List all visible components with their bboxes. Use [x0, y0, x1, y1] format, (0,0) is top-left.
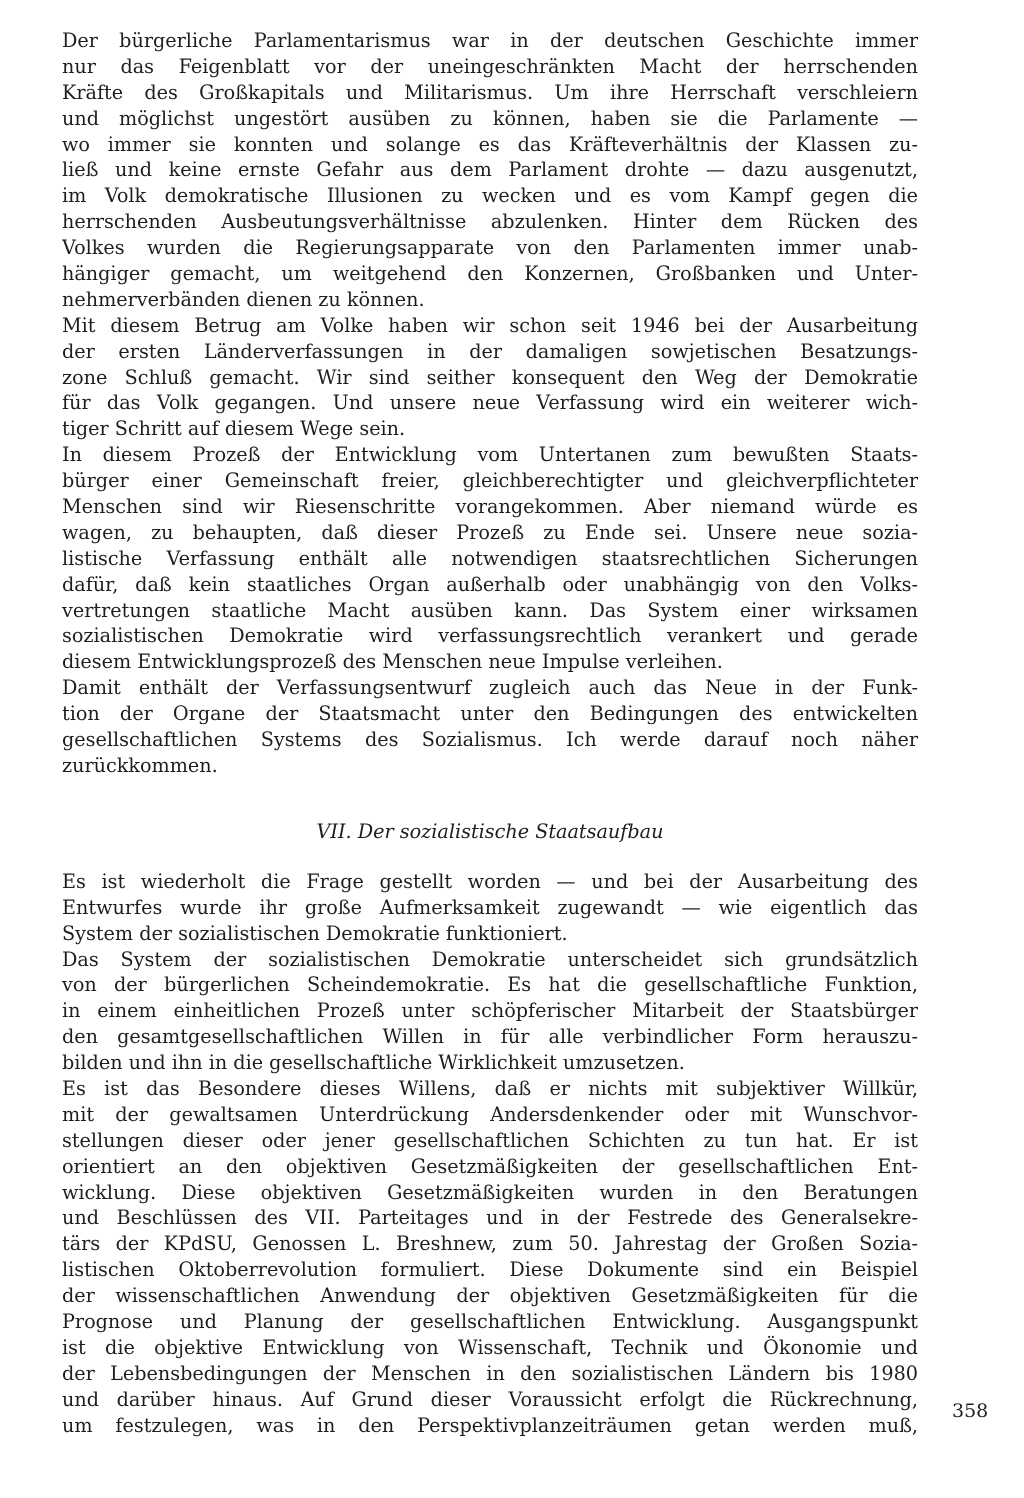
text-line: stellungen dieser oder jener gesellschaftlichen Schichten zu tun hat. Er ist — [62, 1128, 918, 1152]
text-line: wagen, zu behaupten, daß dieser Prozeß zu Ende sei. Unsere neue sozia- — [62, 520, 918, 544]
text-line: von der bürgerlichen Scheindemokratie. Es hat die gesellschaftliche Funktion, — [62, 973, 918, 997]
text-line: im Volk demokratische Illusionen zu wecken und es vom Kampf gegen die — [62, 184, 918, 208]
text-line: Das System der sozialistischen Demokratie unterscheidet sich grundsätzlich — [62, 947, 918, 971]
text-line: in einem einheitlichen Prozeß unter schöpferischer Mitarbeit der Staatsbürger — [62, 999, 918, 1023]
text-section-before-heading — [62, 28, 918, 779]
text-line: wo immer sie konnten und solange es das Kräfteverhältnis der Klassen zu- — [62, 132, 918, 156]
text-line: Es ist das Besondere dieses Willens, daß er nichts mit subjektiver Willkür, — [62, 1076, 918, 1100]
page-number: 358 — [952, 1400, 989, 1422]
paragraph — [62, 869, 918, 947]
text-line: orientiert an den objektiven Gesetzmäßigkeiten der gesellschaftlichen Ent- — [62, 1154, 918, 1178]
text-line: listische Verfassung enthält alle notwendigen staatsrechtlichen Sicherungen — [62, 546, 918, 570]
text-line: System der sozialistischen Demokratie funktioniert. — [62, 921, 568, 945]
text-line: tärs der KPdSU, Genossen L. Breshnew, zum 50. Jahrestag der Großen Sozia- — [62, 1232, 918, 1256]
section-heading: VII. Der sozialistische Staatsaufbau — [316, 819, 664, 843]
text-line: den gesamtgesellschaftlichen Willen in für alle verbindlicher Form herauszu- — [62, 1025, 918, 1049]
text-line: Damit enthält der Verfassungsentwurf zugleich auch das Neue in der Funk- — [62, 676, 918, 700]
text-line: Volkes wurden die Regierungsapparate von den Parlamenten immer unab- — [62, 236, 918, 260]
text-line: sozialistischen Demokratie wird verfassungsrechtlich verankert und gerade — [62, 624, 918, 648]
text-line: Der bürgerliche Parlamentarismus war in der deutschen Geschichte immer — [62, 29, 918, 52]
document-page — [62, 28, 918, 1438]
paragraph — [62, 675, 918, 779]
text-line: vertretungen staatliche Macht ausüben kann. Das System einer wirksamen — [62, 598, 918, 622]
text-line: gesellschaftlichen Systems des Sozialismus. Ich werde darauf noch näher — [62, 728, 918, 752]
text-line: bürger einer Gemeinschaft freier, gleichberechtigter und gleichverpflichteter — [62, 469, 918, 493]
text-line: der ersten Länderverfassungen in der damaligen sowjetischen Besatzungs- — [62, 339, 918, 363]
text-line: tion der Organe der Staatsmacht unter den Bedingungen des entwickelten — [62, 702, 918, 726]
text-line: zone Schluß gemacht. Wir sind seither konsequent den Weg der Demokratie — [62, 365, 918, 389]
text-line: Prognose und Planung der gesellschaftlichen Entwicklung. Ausgangspunkt — [62, 1309, 918, 1333]
text-line: Menschen sind wir Riesenschritte vorangekommen. Aber niemand würde es — [62, 495, 918, 519]
paragraph — [62, 1076, 918, 1438]
text-line: Mit diesem Betrug am Volke haben wir schon seit 1946 bei der Ausarbeitung — [62, 313, 918, 337]
text-line: ließ und keine ernste Gefahr aus dem Parlament drohte — dazu ausgenutzt, — [62, 158, 918, 182]
text-line: In diesem Prozeß der Entwicklung vom Untertanen zum bewußten Staats- — [62, 443, 918, 467]
paragraph — [62, 947, 918, 1076]
text-line: und möglichst ungestört ausüben zu können, haben sie die Parlamente — — [62, 106, 918, 130]
text-line: Kräfte des Großkapitals und Militarismus. Um ihre Herrschaft verschleiern — [62, 80, 918, 104]
text-line: und darüber hinaus. Auf Grund dieser Voraussicht erfolgt die Rückrechnung, — [62, 1387, 918, 1411]
text-line: nur das Feigenblatt vor der uneingeschränkten Macht der herrschenden — [62, 54, 918, 78]
text-line: hängiger gemacht, um weitgehend den Konzernen, Großbanken und Unter- — [62, 262, 918, 286]
text-line: für das Volk gegangen. Und unsere neue Verfassung wird ein weiterer wich- — [62, 391, 918, 415]
paragraph — [62, 442, 918, 675]
text-line: herrschenden Ausbeutungsverhältnisse abzulenken. Hinter dem Rücken des — [62, 210, 918, 234]
paragraph — [62, 313, 918, 442]
text-line: Es ist wiederholt die Frage gestellt worden — und bei der Ausarbeitung des — [62, 869, 918, 893]
text-line: bilden und ihn in die gesellschaftliche Wirklichkeit umzusetzen. — [62, 1051, 685, 1075]
text-line: listischen Oktoberrevolution formuliert. Diese Dokumente sind ein Beispiel — [62, 1258, 918, 1282]
text-line: um festzulegen, was in den Perspektivplanzeiträumen getan werden muß, — [62, 1413, 918, 1437]
text-section-after-heading — [62, 869, 918, 1439]
text-line: Entwurfes wurde ihr große Aufmerksamkeit zugewandt — wie eigentlich das — [62, 895, 918, 919]
text-line: mit der gewaltsamen Unterdrückung Andersdenkender oder mit Wunschvor- — [62, 1102, 918, 1126]
text-line: wicklung. Diese objektiven Gesetzmäßigkeiten wurden in den Beratungen — [62, 1180, 918, 1204]
paragraph — [62, 28, 918, 313]
text-line: dafür, daß kein staatliches Organ außerhalb oder unabhängig von den Volks- — [62, 572, 918, 596]
text-line: der Lebensbedingungen der Menschen in den sozialistischen Ländern bis 1980 — [62, 1361, 918, 1385]
text-line: tiger Schritt auf diesem Wege sein. — [62, 417, 406, 441]
text-line: ist die objektive Entwicklung von Wissenschaft, Technik und Ökonomie und — [62, 1335, 918, 1359]
text-line: der wissenschaftlichen Anwendung der objektiven Gesetzmäßigkeiten für die — [62, 1284, 918, 1308]
text-line: nehmerverbänden dienen zu können. — [62, 287, 425, 311]
text-line: diesem Entwicklungsprozeß des Menschen neue Impulse verleihen. — [62, 650, 723, 674]
text-line: zurückkommen. — [62, 753, 218, 777]
text-line: und Beschlüssen des VII. Parteitages und in der Festrede des Generalsekre- — [62, 1206, 918, 1230]
